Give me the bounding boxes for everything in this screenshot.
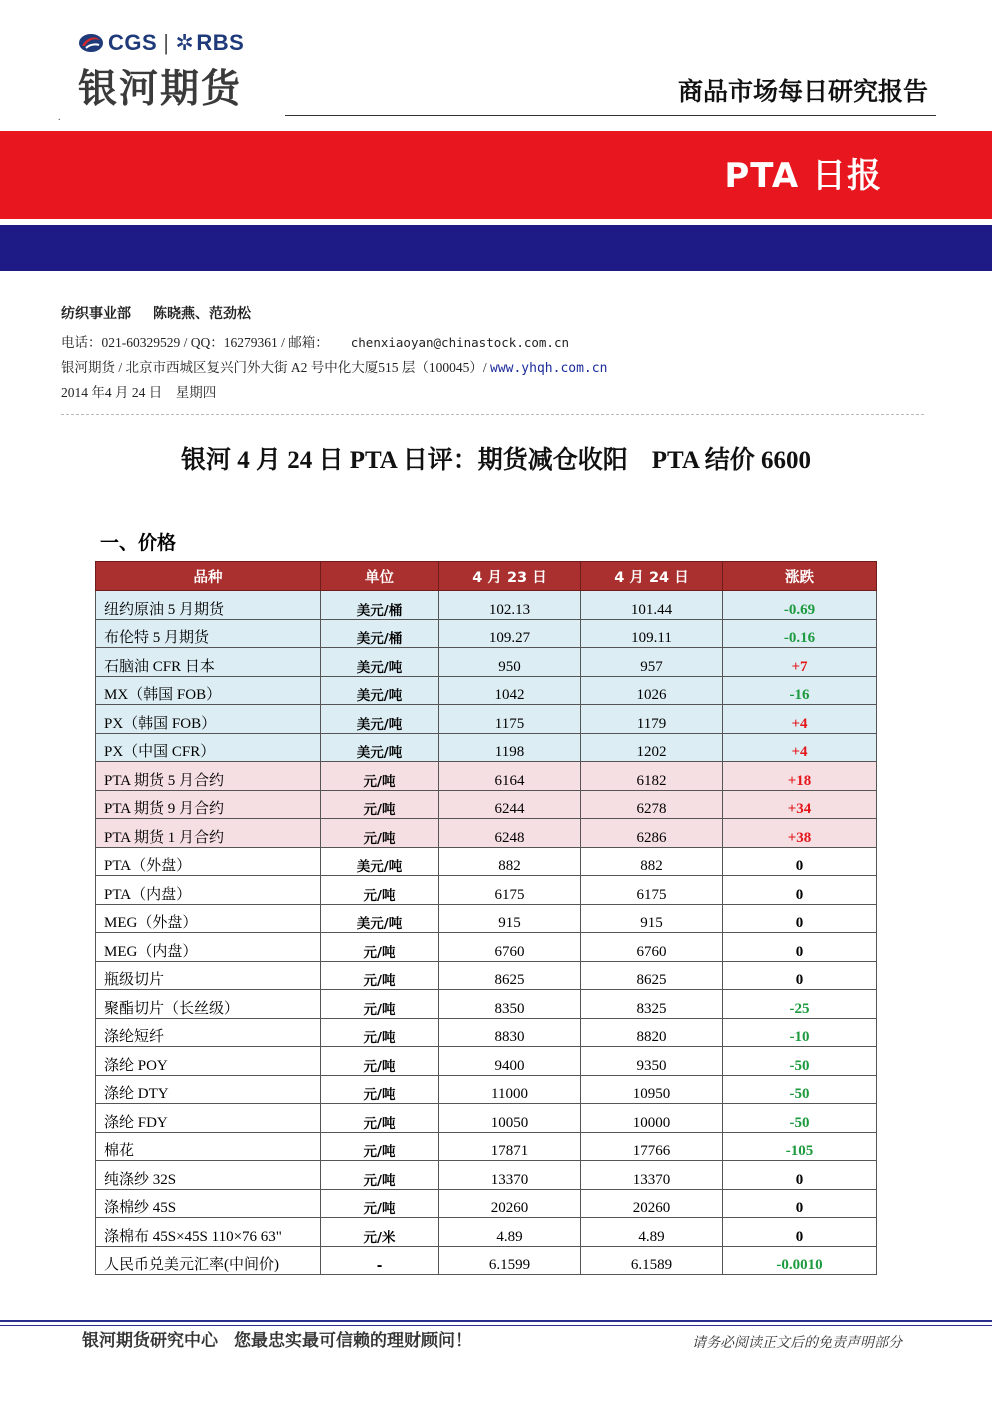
cell-apr23: 6248 <box>439 819 581 848</box>
cell-unit: 美元/桶 <box>321 591 439 620</box>
table-row <box>96 790 877 819</box>
section-title: 一、价格 <box>100 532 177 554</box>
cell-change: -50 <box>723 1047 877 1076</box>
cell-apr24: 10950 <box>581 1075 723 1104</box>
cell-unit: 元/吨 <box>321 990 439 1019</box>
cell-apr24: 10000 <box>581 1104 723 1133</box>
banner-title: PTA 日报 <box>724 156 882 196</box>
cell-apr23: 1042 <box>439 676 581 705</box>
cell-apr24: 1179 <box>581 705 723 734</box>
table-row <box>96 933 877 962</box>
cell-apr23: 1198 <box>439 733 581 762</box>
cell-apr23: 6164 <box>439 762 581 791</box>
table-row <box>96 762 877 791</box>
cell-apr24: 13370 <box>581 1161 723 1190</box>
cell-apr23: 1175 <box>439 705 581 734</box>
cell-apr23: 6175 <box>439 876 581 905</box>
cell-apr24: 4.89 <box>581 1218 723 1247</box>
cell-unit: 美元/桶 <box>321 619 439 648</box>
cell-unit: 元/吨 <box>321 876 439 905</box>
footer-center-name: 银河期货研究中心 <box>82 1331 218 1351</box>
cell-change: 0 <box>723 876 877 905</box>
cell-apr24: 6.1589 <box>581 1246 723 1275</box>
email-address: chenxiaoyan@chinastock.com.cn <box>350 335 569 350</box>
cell-apr24: 20260 <box>581 1189 723 1218</box>
cell-unit: 美元/吨 <box>321 847 439 876</box>
address-text: 银河期货 / 北京市西城区复兴门外大街 A2 号中化大厦515 层（100045）/ <box>61 360 490 375</box>
cell-unit: 美元/吨 <box>321 676 439 705</box>
cell-variety: 涤棉布 45S×45S 110×76 63" <box>96 1218 321 1247</box>
table-row <box>96 990 877 1019</box>
cell-apr24: 109.11 <box>581 619 723 648</box>
header-variety: 品种 <box>96 562 321 591</box>
table-row <box>96 648 877 677</box>
cell-apr23: 8350 <box>439 990 581 1019</box>
cell-unit: 元/吨 <box>321 1047 439 1076</box>
cell-variety: 瓶级切片 <box>96 961 321 990</box>
table-row <box>96 1189 877 1218</box>
table-row <box>96 819 877 848</box>
cell-variety: PTA（内盘） <box>96 876 321 905</box>
table-row <box>96 904 877 933</box>
author-line <box>61 303 251 323</box>
cell-apr24: 6175 <box>581 876 723 905</box>
table-row <box>96 733 877 762</box>
dashed-divider <box>61 414 924 415</box>
cell-variety: 涤纶 DTY <box>96 1075 321 1104</box>
cell-variety: PTA 期货 9 月合约 <box>96 790 321 819</box>
cell-apr23: 13370 <box>439 1161 581 1190</box>
footer-disclaimer: 请务必阅读正文后的免责声明部分 <box>692 1335 902 1351</box>
logo-chinese: 银河期货 <box>78 67 243 112</box>
headline-main: 银河 4 月 24 日 PTA 日评：期货减仓收阳 <box>180 447 628 474</box>
table-row <box>96 1047 877 1076</box>
logo-separator: | <box>163 30 170 55</box>
cell-unit: 元/吨 <box>321 790 439 819</box>
cell-variety: PX（韩国 FOB） <box>96 705 321 734</box>
galaxy-swirl-icon <box>78 32 104 54</box>
header-apr23: 4 月 23 日 <box>439 562 581 591</box>
cell-change: -0.16 <box>723 619 877 648</box>
table-row <box>96 876 877 905</box>
company-logo <box>78 30 244 114</box>
footer-slogan <box>82 1326 472 1351</box>
cell-apr23: 6.1599 <box>439 1246 581 1275</box>
cell-apr23: 8830 <box>439 1018 581 1047</box>
authors: 陈晓燕、范劲松 <box>153 306 251 322</box>
cell-apr24: 8625 <box>581 961 723 990</box>
blue-banner <box>0 225 992 271</box>
cell-apr24: 957 <box>581 648 723 677</box>
cell-unit: 元/吨 <box>321 819 439 848</box>
cell-variety: 涤纶短纤 <box>96 1018 321 1047</box>
cell-apr24: 6760 <box>581 933 723 962</box>
cell-unit: 元/吨 <box>321 1161 439 1190</box>
cell-variety: 涤纶 FDY <box>96 1104 321 1133</box>
table-row <box>96 1132 877 1161</box>
headline <box>0 440 992 476</box>
cell-apr23: 109.27 <box>439 619 581 648</box>
cell-unit: 美元/吨 <box>321 705 439 734</box>
header-divider <box>285 115 936 116</box>
cell-apr23: 950 <box>439 648 581 677</box>
cell-change: +34 <box>723 790 877 819</box>
price-table <box>95 561 877 1275</box>
cell-change: -50 <box>723 1075 877 1104</box>
cell-change: +7 <box>723 648 877 677</box>
cell-change: 0 <box>723 1189 877 1218</box>
cell-apr23: 9400 <box>439 1047 581 1076</box>
logo-cgs-text: CGS <box>108 30 158 55</box>
cell-apr24: 6278 <box>581 790 723 819</box>
cell-change: +4 <box>723 705 877 734</box>
cell-apr24: 101.44 <box>581 591 723 620</box>
cell-apr23: 882 <box>439 847 581 876</box>
cell-unit: 元/吨 <box>321 1189 439 1218</box>
logo-rbs-text: RBS <box>196 30 245 55</box>
cell-unit: 元/吨 <box>321 1075 439 1104</box>
cell-change: -0.69 <box>723 591 877 620</box>
table-row <box>96 847 877 876</box>
cell-change: -50 <box>723 1104 877 1133</box>
cell-apr23: 20260 <box>439 1189 581 1218</box>
cell-change: -16 <box>723 676 877 705</box>
cell-change: 0 <box>723 847 877 876</box>
cell-variety: 人民币兑美元汇率(中间价) <box>96 1246 321 1275</box>
cell-apr24: 6182 <box>581 762 723 791</box>
table-row <box>96 1104 877 1133</box>
cell-unit: 美元/吨 <box>321 733 439 762</box>
cell-unit: 元/吨 <box>321 961 439 990</box>
cell-apr23: 11000 <box>439 1075 581 1104</box>
cell-apr24: 1026 <box>581 676 723 705</box>
header-change: 涨跌 <box>723 562 877 591</box>
cell-unit: 元/吨 <box>321 762 439 791</box>
cell-variety: PTA 期货 1 月合约 <box>96 819 321 848</box>
table-row <box>96 619 877 648</box>
cell-change: 0 <box>723 904 877 933</box>
cell-variety: 纽约原油 5 月期货 <box>96 591 321 620</box>
cell-unit: 元/吨 <box>321 933 439 962</box>
cell-apr24: 8325 <box>581 990 723 1019</box>
cell-change: +18 <box>723 762 877 791</box>
cell-apr23: 17871 <box>439 1132 581 1161</box>
table-row <box>96 676 877 705</box>
cell-variety: MEG（外盘） <box>96 904 321 933</box>
cell-apr23: 102.13 <box>439 591 581 620</box>
report-title: 商品市场每日研究报告 <box>677 77 928 106</box>
cell-change: -10 <box>723 1018 877 1047</box>
cell-variety: 布伦特 5 月期货 <box>96 619 321 648</box>
table-header-row <box>96 562 877 591</box>
report-date: 2014 年4 月 24 日 星期四 <box>61 385 217 400</box>
cell-variety: PX（中国 CFR） <box>96 733 321 762</box>
table-row <box>96 1161 877 1190</box>
cell-change: 0 <box>723 1218 877 1247</box>
cell-variety: 棉花 <box>96 1132 321 1161</box>
logo-english <box>78 30 244 56</box>
cell-variety: 纯涤纱 32S <box>96 1161 321 1190</box>
cell-apr23: 6760 <box>439 933 581 962</box>
contact-prefix: 电话：021-60329529 / QQ：16279361 / 邮箱： <box>61 335 329 350</box>
cell-change: +4 <box>723 733 877 762</box>
cell-change: 0 <box>723 933 877 962</box>
cell-change: +38 <box>723 819 877 848</box>
header-unit: 单位 <box>321 562 439 591</box>
table-row <box>96 961 877 990</box>
cell-variety: PTA 期货 5 月合约 <box>96 762 321 791</box>
table-row <box>96 705 877 734</box>
cell-apr24: 882 <box>581 847 723 876</box>
cell-change: -25 <box>723 990 877 1019</box>
cell-variety: 涤纶 POY <box>96 1047 321 1076</box>
cell-variety: 聚酯切片（长丝级） <box>96 990 321 1019</box>
cell-apr24: 1202 <box>581 733 723 762</box>
cell-apr24: 8820 <box>581 1018 723 1047</box>
cell-unit: - <box>321 1246 439 1275</box>
cell-apr24: 915 <box>581 904 723 933</box>
table-row <box>96 591 877 620</box>
table-row <box>96 1218 877 1247</box>
rbs-mark-icon: ✲ <box>175 30 195 55</box>
cell-unit: 元/吨 <box>321 1132 439 1161</box>
footer-divider <box>0 1320 992 1322</box>
cell-change: -105 <box>723 1132 877 1161</box>
table-row <box>96 1018 877 1047</box>
table-body <box>96 591 877 1275</box>
table-row <box>96 1246 877 1275</box>
cell-apr23: 6244 <box>439 790 581 819</box>
contact-line <box>61 331 569 351</box>
cell-change: 0 <box>723 1161 877 1190</box>
footer-tagline: 您最忠实最可信赖的理财顾问！ <box>234 1331 472 1351</box>
cell-variety: MX（韩国 FOB） <box>96 676 321 705</box>
cell-variety: 涤棉纱 45S <box>96 1189 321 1218</box>
cell-apr23: 8625 <box>439 961 581 990</box>
cell-unit: 美元/吨 <box>321 904 439 933</box>
cell-apr23: 915 <box>439 904 581 933</box>
cell-variety: PTA（外盘） <box>96 847 321 876</box>
cell-variety: 石脑油 CFR 日本 <box>96 648 321 677</box>
cell-variety: MEG（内盘） <box>96 933 321 962</box>
cell-change: 0 <box>723 961 877 990</box>
header-dot: . <box>58 112 61 123</box>
cell-apr23: 4.89 <box>439 1218 581 1247</box>
department: 纺织事业部 <box>61 306 131 322</box>
cell-apr24: 17766 <box>581 1132 723 1161</box>
headline-settle: PTA 结价 6600 <box>651 447 812 474</box>
cell-unit: 美元/吨 <box>321 648 439 677</box>
address-line <box>61 356 607 376</box>
cell-unit: 元/米 <box>321 1218 439 1247</box>
cell-apr24: 6286 <box>581 819 723 848</box>
cell-apr24: 9350 <box>581 1047 723 1076</box>
cell-change: -0.0010 <box>723 1246 877 1275</box>
header-apr24: 4 月 24 日 <box>581 562 723 591</box>
website-link[interactable]: www.yhqh.com.cn <box>490 361 608 376</box>
cell-apr23: 10050 <box>439 1104 581 1133</box>
table-row <box>96 1075 877 1104</box>
cell-unit: 元/吨 <box>321 1018 439 1047</box>
cell-unit: 元/吨 <box>321 1104 439 1133</box>
